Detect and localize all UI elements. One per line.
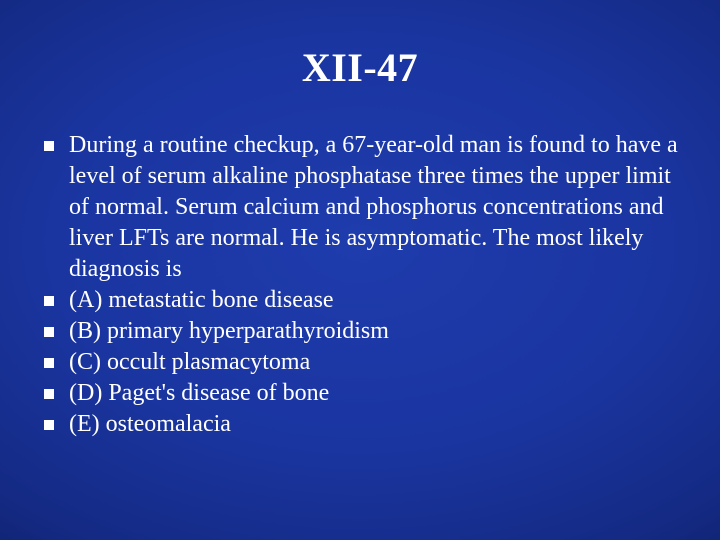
slide-title: XII-47 xyxy=(301,45,419,90)
answer-option-b xyxy=(44,316,694,347)
answer-option-text: (D) Paget's disease of bone xyxy=(69,380,330,406)
answer-option-d xyxy=(44,378,694,409)
question-stem-item xyxy=(44,130,694,285)
answer-option-a xyxy=(44,285,694,316)
square-bullet-icon xyxy=(44,141,54,151)
question-stem-text: During a routine checkup, a 67-year-old man is found to have a level of serum alkaline phosphatase three times the upper limit of normal. Serum calcium and phosphorus concentrations and liver LFTs are normal. He is asymptomatic. The most likely diagnosis is xyxy=(69,132,678,282)
answer-option-text: (B) primary hyperparathyroidism xyxy=(69,318,389,344)
square-bullet-icon xyxy=(44,389,54,399)
square-bullet-icon xyxy=(44,420,54,430)
square-bullet-icon xyxy=(44,296,54,306)
square-bullet-icon xyxy=(44,358,54,368)
answer-option-text: (C) occult plasmacytoma xyxy=(69,349,311,375)
answer-option-text: (A) metastatic bone disease xyxy=(69,287,334,313)
square-bullet-icon xyxy=(44,327,54,337)
bullet-list xyxy=(44,130,694,440)
answer-option-e xyxy=(44,409,694,440)
answer-option-c xyxy=(44,347,694,378)
answer-option-text: (E) osteomalacia xyxy=(69,411,231,437)
